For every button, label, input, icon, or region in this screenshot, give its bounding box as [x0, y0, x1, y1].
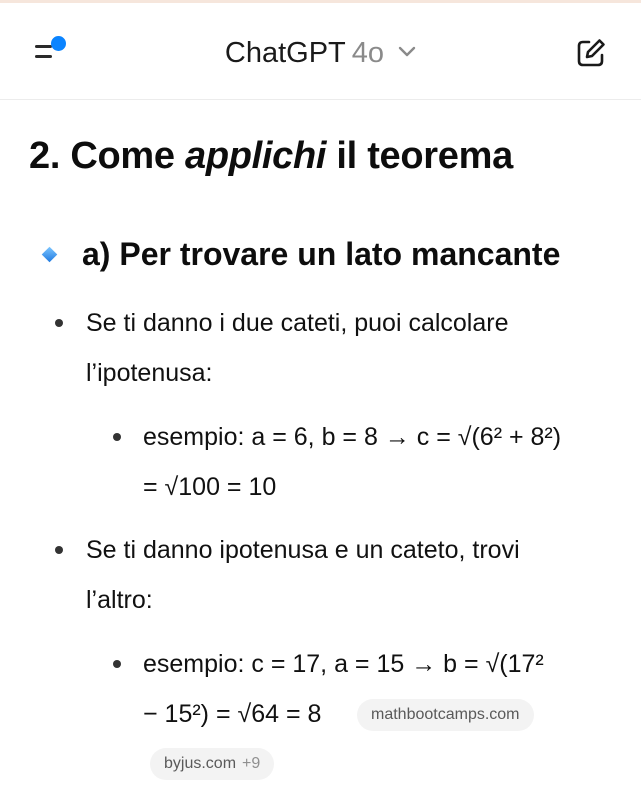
list-item-text: l’altro: [86, 586, 153, 614]
chevron-down-icon [398, 46, 416, 58]
assistant-message [0, 101, 641, 800]
source-label: mathbootcamps.com [371, 706, 520, 723]
source-chip[interactable] [150, 748, 274, 780]
model-selector[interactable] [0, 33, 641, 73]
list-item-text: Se ti danno i due cateti, puoi calcolare [86, 309, 509, 337]
nested-bullet-icon [113, 433, 121, 441]
subheading-text: a) Per trovare un lato mancante [82, 236, 561, 272]
source-more-count: +9 [242, 755, 261, 772]
new-chat-button[interactable] [573, 35, 609, 71]
source-label: byjus.com [164, 755, 237, 772]
list-item-text: Se ti danno ipotenusa e un cateto, trovi [86, 536, 520, 564]
model-label: 4o [351, 37, 385, 69]
example-text: esempio: a = 6, b = 8 → c = √(6² + 8²) [143, 423, 562, 451]
heading-suffix: il teorema [326, 135, 513, 177]
edit-icon [573, 35, 609, 71]
bullet-icon [55, 319, 63, 327]
app-header [0, 3, 641, 100]
example-text: = √100 = 10 [143, 473, 277, 501]
nested-bullet-icon [113, 660, 121, 668]
example-text: − 15²) = √64 = 8 [143, 700, 322, 728]
list-item-text: l’ipotenusa: [86, 359, 213, 387]
diamond-bullet-icon [42, 247, 58, 263]
app-title: ChatGPT [224, 37, 346, 69]
heading-emphasis: applichi [184, 135, 327, 177]
example-text: esempio: c = 17, a = 15 → b = √(17² [143, 650, 544, 678]
bullet-icon [55, 546, 63, 554]
source-chip[interactable] [357, 699, 534, 731]
heading-prefix: 2. Come [29, 135, 185, 177]
section-heading [29, 131, 513, 181]
